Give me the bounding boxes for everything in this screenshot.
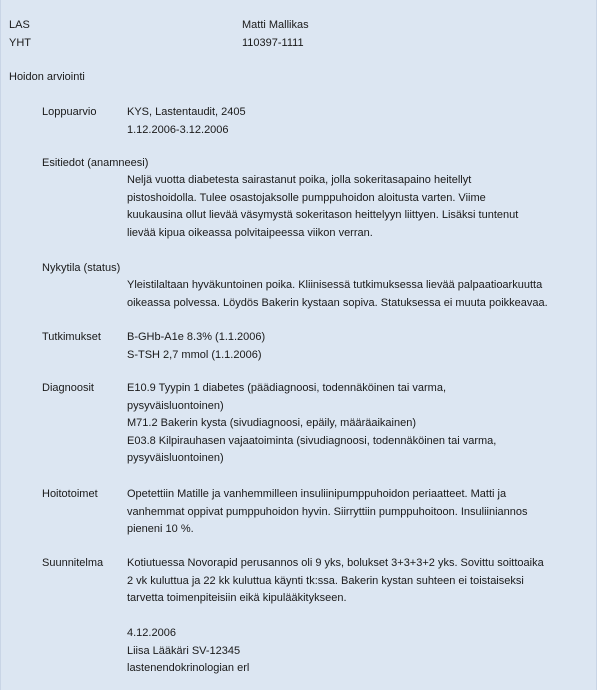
section-content-tutkimukset bbox=[127, 329, 265, 364]
text-line: M71.2 Bakerin kysta (sivudiagnoosi, epäily, määräaikainen) bbox=[127, 417, 416, 429]
text-line: Yleistilaltaan hyväkuntoinen poika. Kliinisessä tutkimuksessa lievää palpaatioarkuutta bbox=[127, 279, 543, 291]
patient-id: 110397-1111 bbox=[242, 37, 304, 49]
text-line: B-GHb-A1e 8.3% (1.1.2006) bbox=[127, 331, 266, 343]
section-label-nykytila: Nykytila (status) bbox=[42, 262, 121, 274]
text-line: Neljä vuotta diabetesta sairastanut poika, jolla sokeritasapaino heitellyt bbox=[127, 174, 472, 186]
section-content-hoitotoimet bbox=[127, 486, 528, 539]
section-content-esitiedot bbox=[127, 172, 518, 242]
text-line: tarvetta toimenpiteisiin eikä kipulääkitykseen. bbox=[127, 592, 347, 604]
header-field2-label: YHT bbox=[9, 37, 31, 49]
section-content-diagnoosit bbox=[127, 380, 496, 468]
section-label-esitiedot: Esitiedot (anamneesi) bbox=[42, 157, 149, 169]
section-content-suunnitelma bbox=[127, 555, 544, 608]
text-line: Opetettiin Matille ja vanhemmilleen insuliinipumppuhoidon periaatteet. Matti ja bbox=[127, 488, 507, 500]
section-label-tutkimukset: Tutkimukset bbox=[42, 331, 101, 343]
section-label-suunnitelma: Suunnitelma bbox=[42, 557, 104, 569]
signature-block bbox=[127, 625, 249, 678]
text-line: E03.8 Kilpirauhasen vajaatoiminta (sivudiagnoosi, todennäköinen tai varma, bbox=[127, 434, 497, 447]
text-line: Kotiutuessa Novorapid perusannos oli 9 yks, bolukset 3+3+3+2 yks. Sovittu soittoaika bbox=[127, 557, 544, 569]
text-line: E10.9 Tyypin 1 diabetes (päädiagnoosi, todennäköinen tai varma, bbox=[127, 382, 447, 394]
text-line: kuukausina ollut lievää väsymystä sokeritason heittelyyn liittyen. Lisäksi tuntenut bbox=[127, 209, 519, 221]
text-line: lievää kipua oikeassa polvitaipeessa viikon verran. bbox=[127, 226, 373, 239]
text-line: KYS, Lastentaudit, 2405 bbox=[127, 106, 246, 118]
text-line: oikeassa polvessa. Löydös Bakerin kystaan sopiva. Statuksessa ei muuta poikkeavaa. bbox=[127, 296, 548, 309]
section-content-nykytila bbox=[127, 277, 548, 312]
section-content-loppuarvio bbox=[127, 104, 246, 139]
document-title: Hoidon arviointi bbox=[9, 71, 85, 83]
signature-date: 4.12.2006 bbox=[127, 627, 176, 639]
signature-name: Liisa Lääkäri SV-12345 bbox=[127, 644, 241, 657]
text-line: S-TSH 2,7 mmol (1.1.2006) bbox=[127, 348, 262, 361]
section-label-hoitotoimet: Hoitotoimet bbox=[42, 488, 98, 500]
text-line: pieneni 10 %. bbox=[127, 523, 194, 535]
text-line: vanhemmat oppivat pumppuhoidon hyvin. Siirryttiin pumppuhoitoon. Insuliiniannos bbox=[127, 505, 528, 518]
text-line: pysyväisluontoinen) bbox=[127, 452, 224, 464]
section-label-loppuarvio: Loppuarvio bbox=[42, 106, 97, 118]
text-line: pysyväisluontoinen) bbox=[127, 399, 224, 412]
signature-title: lastenendokrinologian erl bbox=[127, 662, 250, 674]
header-field1-label: LAS bbox=[9, 19, 30, 31]
patient-name: Matti Mallikas bbox=[242, 19, 309, 31]
section-label-diagnoosit: Diagnoosit bbox=[42, 382, 94, 394]
text-line: 1.12.2006-3.12.2006 bbox=[127, 123, 229, 136]
text-line: pistoshoidolla. Tulee osastojaksolle pumppuhoidon aloitusta varten. Viime bbox=[127, 191, 486, 204]
text-line: 2 vk kuluttua ja 22 kk kuluttua käynti tk:ssa. Bakerin kystan suhteen ei toistaiseksi bbox=[127, 574, 524, 587]
